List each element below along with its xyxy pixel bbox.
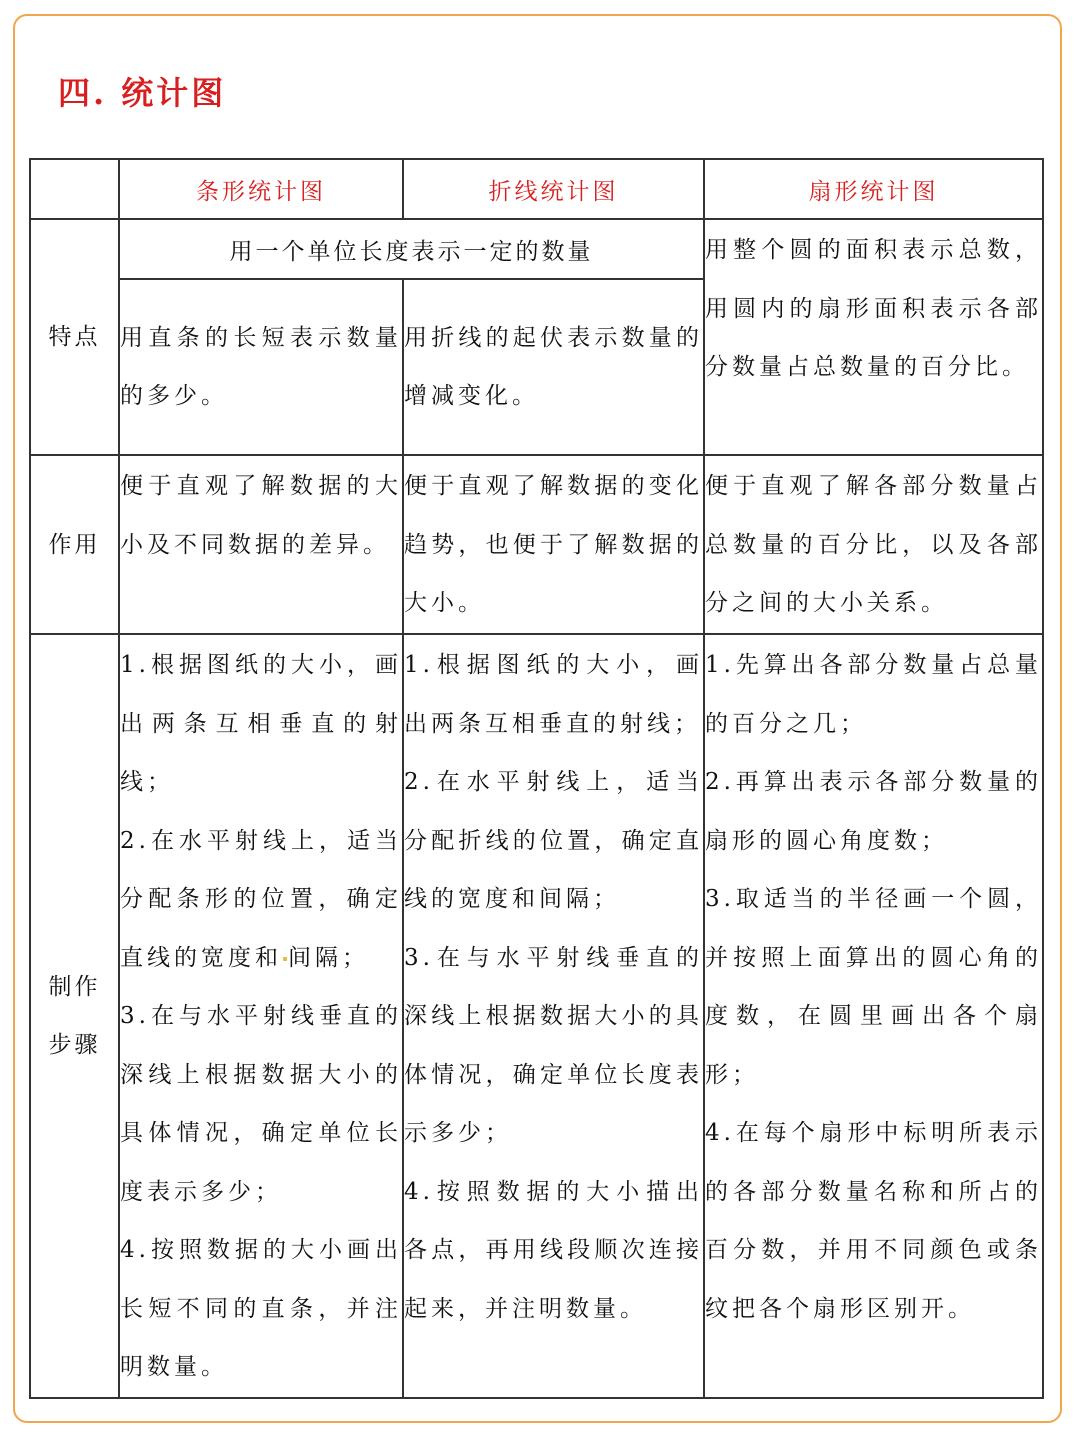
step-item: 3.取适当的半径画一个圆，并按照上面算出的圆心角的度数，在圆里画出各个扇形； bbox=[705, 886, 1042, 1088]
step-item: 1.先算出各部分数量占总量的百分之几； bbox=[705, 652, 1042, 737]
corner-cell bbox=[30, 159, 119, 219]
header-bar-chart: 条形统计图 bbox=[119, 159, 403, 219]
step-item: 1.根据图纸的大小，画出两条互相垂直的射线； bbox=[404, 652, 703, 737]
features-line: 用折线的起伏表示数量的增减变化。 bbox=[403, 279, 704, 455]
step-item: 1.根据图纸的大小，画出两条互相垂直的射线； bbox=[120, 652, 402, 795]
highlight-mark bbox=[283, 957, 287, 961]
header-pie-chart: 扇形统计图 bbox=[704, 159, 1043, 219]
step-item: 4.在每个扇形中标明所表示的各部分数量名称和所占的百分数，并用不同颜色或条纹把各个扇形区别开。 bbox=[705, 1120, 1042, 1322]
section-title: 四. 统计图 bbox=[58, 74, 227, 112]
step-item: 3.在与水平射线垂直的深线上根据数据大小的具体情况，确定单位长度表示多少； bbox=[404, 944, 703, 1146]
steps-label bbox=[30, 634, 119, 1398]
use-pie: 便于直观了解各部分数量占总数量的百分比，以及各部分之间的大小关系。 bbox=[704, 455, 1043, 634]
use-bar: 便于直观了解数据的大小及不同数据的差异。 bbox=[119, 455, 403, 634]
steps-pie bbox=[704, 634, 1043, 1398]
steps-label-line2: 步骤 bbox=[48, 1031, 101, 1058]
step-item: 4.按照数据的大小画出长短不同的直条，并注明数量。 bbox=[120, 1237, 402, 1380]
step-text: 2.在水平射线上，适当分配条形的位置，确定直线的宽度和 bbox=[120, 827, 402, 971]
use-label: 作用 bbox=[30, 455, 119, 634]
steps-row bbox=[30, 634, 1043, 1398]
use-row bbox=[30, 455, 1043, 634]
step-item: 2.再算出表示各部分数量的扇形的圆心角度数； bbox=[705, 769, 1042, 854]
steps-label-line1: 制作 bbox=[48, 973, 101, 1000]
header-line-chart: 折线统计图 bbox=[403, 159, 704, 219]
features-shared: 用一个单位长度表示一定的数量 bbox=[119, 219, 704, 279]
steps-line bbox=[403, 634, 704, 1398]
statistics-chart-table bbox=[29, 158, 1044, 1399]
header-row bbox=[30, 159, 1043, 219]
use-line: 便于直观了解数据的变化趋势，也便于了解数据的大小。 bbox=[403, 455, 704, 634]
features-label: 特点 bbox=[30, 219, 119, 455]
step-item: 4.按照数据的大小描出各点，再用线段顺次连接起来，并注明数量。 bbox=[404, 1178, 703, 1322]
step-item bbox=[120, 812, 402, 988]
step-text: 间隔； bbox=[288, 944, 369, 971]
features-bar: 用直条的长短表示数量的多少。 bbox=[119, 279, 403, 455]
step-item: 2.在水平射线上，适当分配折线的位置，确定直线的宽度和间隔； bbox=[404, 769, 703, 912]
steps-bar bbox=[119, 634, 403, 1398]
features-row-top bbox=[30, 219, 1043, 279]
features-pie: 用整个圆的面积表示总数，用圆内的扇形面积表示各部分数量占总数量的百分比。 bbox=[704, 219, 1043, 455]
step-item: 3.在与水平射线垂直的深线上根据数据大小的具体情况，确定单位长度表示多少； bbox=[120, 1003, 402, 1205]
